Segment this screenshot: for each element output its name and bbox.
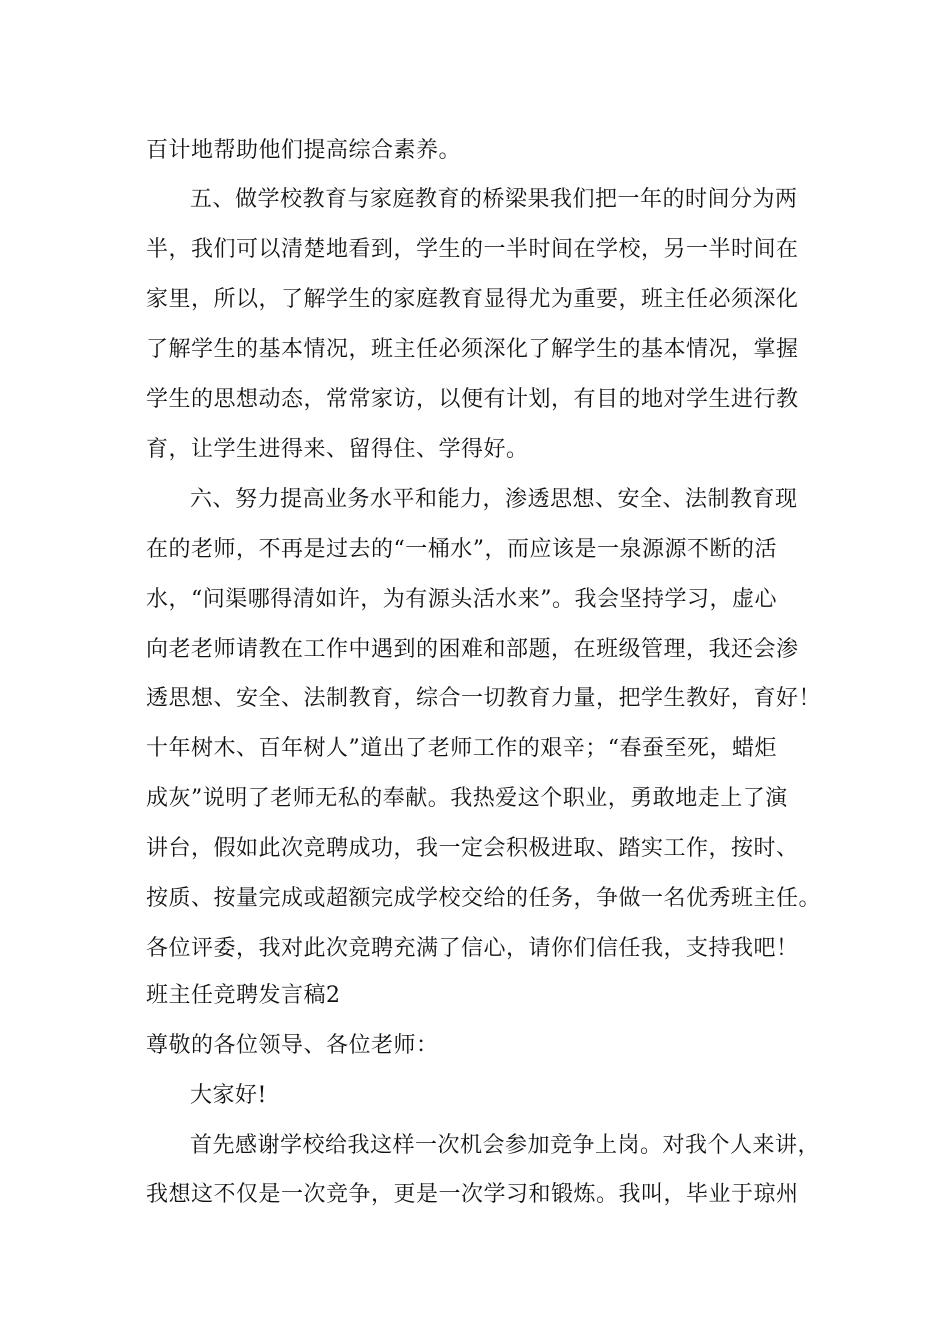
text-line: 学生的思想动态，常常家访，以便有计划，有目的地对学生进行教: [146, 387, 799, 412]
text-line: 在的老师，不再是过去的“一桶水”，而应该是一泉源源不断的活: [146, 537, 777, 562]
paragraph-6-start: 六、努力提高业务水平和能力，渗透思想、安全、法制教育现: [190, 487, 798, 512]
paragraph-intro-start: 首先感谢学校给我这样一次机会参加竞争上岗。对我个人来讲，: [190, 1133, 821, 1158]
text-line: 十年树木、百年树人”道出了老师工作的艰辛；“春蚕至死，蜡炬: [146, 736, 777, 761]
text-line: 了解学生的基本情况，班主任必须深化了解学生的基本情况，掌握: [146, 337, 799, 362]
greeting: 大家好!: [190, 1083, 267, 1108]
text-line: 育，让学生进得来、留得住、学得好。: [146, 437, 529, 462]
text-line: 成灰”说明了老师无私的奉献。我热爱这个职业，勇敢地走上了演: [146, 786, 788, 811]
text-line: 百计地帮助他们提高综合素养。: [146, 138, 462, 163]
text-line: 按质、按量完成或超额完成学校交给的任务，争做一名优秀班主任。: [146, 886, 822, 911]
text-line: 透思想、安全、法制教育，综合一切教育力量，把学生教好，育好！: [146, 686, 822, 711]
text-line: 各位评委，我对此次竞聘充满了信心，请你们信任我，支持我吧！: [146, 936, 799, 961]
paragraph-5-start: 五、做学校教育与家庭教育的桥梁果我们把一年的时间分为两: [190, 187, 798, 212]
text-line: 家里，所以，了解学生的家庭教育显得尤为重要，班主任必须深化: [146, 287, 799, 312]
text-line: 向老老师请教在工作中遇到的困难和部题，在班级管理，我还会渗: [146, 637, 799, 662]
text-line: 我想这不仅是一次竞争，更是一次学习和锻炼。我叫，毕业于琼州: [146, 1182, 799, 1207]
text-line: 讲台，假如此次竞聘成功，我一定会积极进取、踏实工作，按时、: [146, 836, 799, 861]
text-line: 水，“问渠哪得清如许，为有源头活水来”。我会坚持学习，虚心: [146, 587, 777, 612]
section-heading: 班主任竞聘发言稿2: [146, 983, 341, 1008]
salutation: 尊敬的各位领导、各位老师：: [146, 1033, 439, 1058]
text-line: 半，我们可以清楚地看到，学生的一半时间在学校，另一半时间在: [146, 237, 799, 262]
